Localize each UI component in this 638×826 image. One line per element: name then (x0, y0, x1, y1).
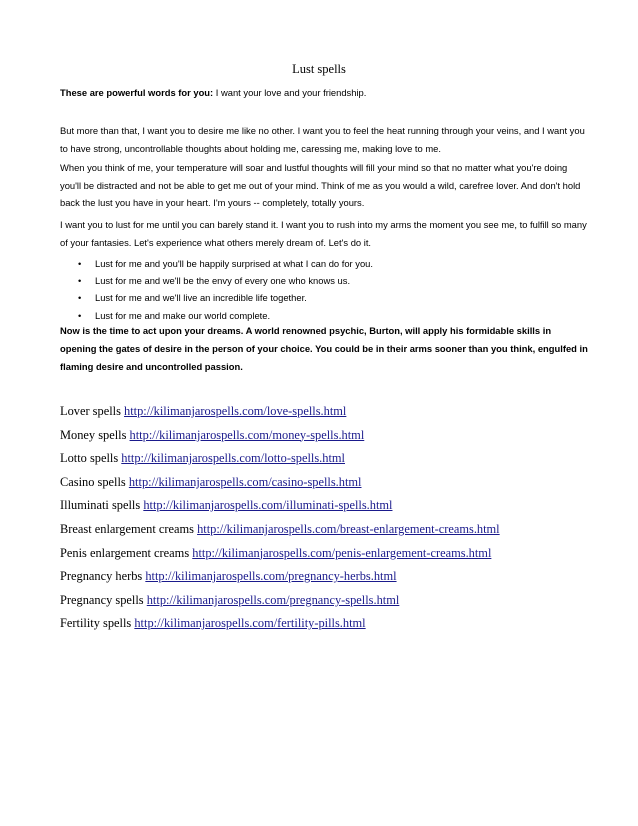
pregnancy-spells-link[interactable]: http://kilimanjarospells.com/pregnancy-spells.html (146, 592, 400, 607)
casino-spells-link[interactable]: http://kilimanjarospells.com/casino-spells.html (128, 474, 362, 489)
link-label: Lover spells (60, 404, 121, 418)
money-spells-link[interactable]: http://kilimanjarospells.com/money-spells.html (129, 427, 365, 442)
link-label: Lotto spells (60, 451, 119, 466)
link-label: Penis enlargement creams (60, 545, 190, 560)
link-row-fertility-spells (60, 612, 620, 636)
paragraph-desire: But more than that, I want you to desire me like no other. I want you to feel the heat running through your veins, and I want you to have strong, uncontrollable thoughts about holding me, caressing me, making love to me. (60, 125, 585, 154)
intro-paragraph (60, 84, 590, 102)
breast-enlargement-creams-link[interactable]: http://kilimanjarospells.com/breast-enlargement-creams.html (197, 521, 500, 536)
list-item-text: Lust for me and you'll be happily surprised at what I can do for you. (95, 258, 373, 269)
bold-call-to-action: Now is the time to act upon your dreams. A world renowned psychic, Burton, will apply his formidable skills in opening the gates of desire in the person of your choice. You could be in their arms sooner than you think, engulfed in flaming desire and uncontrolled passion. (60, 325, 588, 372)
lotto-spells-link[interactable]: http://kilimanjarospells.com/lotto-spells.html (121, 451, 345, 466)
list-item (60, 272, 580, 289)
link-row-money-spells (60, 424, 620, 448)
list-item-text: Lust for me and make our world complete. (95, 309, 271, 321)
link-label: Illuminati spells (60, 498, 141, 513)
bullet-icon: • (78, 275, 82, 287)
bullet-list (60, 255, 580, 324)
link-label: Pregnancy spells (60, 592, 144, 607)
bullet-icon: • (78, 309, 82, 321)
list-item-text: Lust for me and we'll be the envy of every one who knows us. (95, 275, 351, 287)
list-item-text: Lust for me and we'll live an incredible life together. (95, 292, 307, 304)
link-label: Pregnancy herbs (60, 569, 143, 584)
link-row-illuminati-spells (60, 494, 620, 518)
spell-links-list (60, 400, 620, 636)
bullet-icon: • (78, 292, 82, 304)
link-row-pregnancy-herbs (60, 565, 620, 589)
link-label: Breast enlargement creams (60, 521, 194, 536)
document-title: Lust spells (292, 62, 346, 76)
link-row-casino-spells (60, 471, 620, 495)
link-row-penis-enlargement-creams (60, 542, 620, 566)
link-row-pregnancy-spells (60, 589, 620, 613)
link-row-lotto-spells (60, 447, 620, 471)
penis-enlargement-creams-link[interactable]: http://kilimanjarospells.com/penis-enlargement-creams.html (192, 545, 492, 560)
illuminati-spells-link[interactable]: http://kilimanjarospells.com/illuminati-spells.html (143, 498, 393, 513)
bullet-icon: • (78, 258, 82, 269)
intro-text: I want your love and your friendship. (213, 87, 367, 98)
intro-bold-lead: These are powerful words for you: (60, 87, 214, 98)
link-row-breast-enlargement-creams (60, 518, 620, 542)
pregnancy-herbs-link[interactable]: http://kilimanjarospells.com/pregnancy-herbs.html (145, 569, 397, 584)
link-label: Money spells (60, 427, 127, 442)
paragraph-temperature: When you think of me, your temperature will soar and lustful thoughts will fill your mind so that no matter what you're doing you'll be distracted and not be able to get me out of your mind. Think of me as you would a wild, carefree lover. And don't hold back the lust you have in your heart. I'm yours -- completely, totally yours. (60, 162, 581, 208)
lover-spells-link[interactable]: http://kilimanjarospells.com/love-spells.html (124, 404, 347, 418)
fertility-spells-link[interactable]: http://kilimanjarospells.com/fertility-pills.html (134, 616, 366, 631)
list-item (60, 255, 580, 272)
link-label: Fertility spells (60, 616, 132, 631)
paragraph-lust-for-me: I want you to lust for me until you can barely stand it. I want you to rush into my arms the moment you see me, to fulfill so many of your fantasies. Let's experience what others merely dream of. Let's do it. (60, 219, 587, 248)
link-row-lover-spells (60, 400, 620, 424)
link-label: Casino spells (60, 474, 126, 489)
list-item (60, 289, 580, 306)
